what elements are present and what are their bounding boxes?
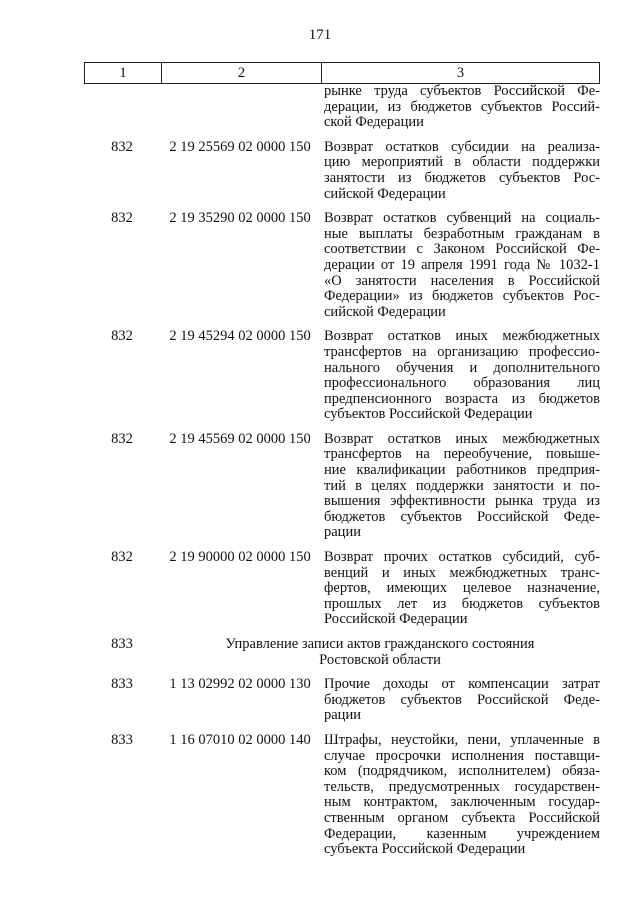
table-row	[84, 637, 600, 668]
admin-code: 833	[111, 636, 133, 652]
revenue-description	[320, 733, 600, 858]
table-row	[84, 329, 600, 423]
description-line: трансфертов на переобучение, повыше-	[324, 446, 600, 463]
description-line: Возврат остатков иных межбюджетных	[324, 328, 600, 345]
header-col-2: 2	[161, 63, 321, 83]
description-line: Возврат остатков иных межбюджетных	[324, 430, 600, 447]
description-line: цию мероприятий в области поддержки	[324, 154, 600, 171]
description-line: вышения эффективности рынка труда из	[324, 493, 600, 510]
description-line: Прочие доходы от компенсации затрат	[324, 676, 600, 693]
description-line: венций и иных межбюджетных транс-	[324, 564, 600, 581]
description-line: бюджетов субъектов Российской Феде-	[324, 508, 600, 525]
description-line: предпенсионного возраста из бюджетов	[324, 390, 600, 407]
description-line: дерации от 19 апреля 1991 года № 1032-1	[324, 256, 600, 273]
table-row	[84, 677, 600, 724]
budget-classification-code: 2 19 25569 02 0000 150	[169, 138, 311, 155]
budget-classification-code	[160, 84, 320, 131]
admin-code: 833	[111, 676, 133, 693]
description-line: ние квалификации работников предприя-	[324, 462, 600, 479]
description-line: ком (подрядчиком, исполнителем) обяза-	[324, 763, 600, 780]
description-line: дерации, из бюджетов субъектов Россий-	[324, 98, 600, 115]
budget-classification-code: 2 19 35290 02 0000 150	[169, 210, 311, 227]
description-line: бюджетов субъектов Российской Феде-	[324, 691, 600, 708]
budget-classification-code: 1 16 07010 02 0000 140	[169, 731, 311, 748]
revenue-description	[320, 432, 600, 541]
table-header	[84, 62, 600, 84]
table-row	[84, 211, 600, 320]
description-line: тельств, предусмотренных государствен-	[324, 778, 600, 795]
revenue-description	[320, 677, 600, 724]
description-line: Штрафы, неустойки, пени, уплаченные в	[324, 731, 600, 748]
revenue-description	[320, 550, 600, 628]
budget-classification-code: 2 19 90000 02 0000 150	[169, 549, 311, 566]
table-row	[84, 84, 600, 131]
description-line: рации	[324, 524, 361, 541]
table-body	[84, 84, 600, 858]
description-line: Федерации» из бюджетов субъектов Рос-	[324, 288, 600, 305]
revenue-description	[320, 140, 600, 202]
description-line: ным контрактом, заключенным государ-	[324, 794, 600, 811]
table-row	[84, 140, 600, 202]
description-line: занятости из бюджетов субъектов Рос-	[324, 169, 600, 186]
page-number: 171	[308, 27, 332, 43]
budget-classification-code: 2 19 45294 02 0000 150	[169, 328, 311, 345]
description-line: сийской Федерации	[324, 185, 446, 202]
description-line: субъекта Российской Федерации	[324, 841, 526, 858]
budget-classification-code: 1 13 02992 02 0000 130	[169, 676, 311, 693]
table-row	[84, 432, 600, 541]
description-line: «О занятости населения в Российской	[324, 272, 600, 289]
description-line: нального обучения и дополнительного	[324, 359, 600, 376]
description-line: Федерации, казенным учреждением	[324, 825, 600, 842]
admin-code: 832	[111, 328, 133, 345]
admin-code: 832	[111, 430, 133, 447]
description-line: Возврат остатков субвенций на социаль-	[324, 210, 600, 227]
section-heading	[160, 637, 600, 668]
description-line: фертов, имеющих целевое назначение,	[324, 580, 600, 597]
table-row	[84, 550, 600, 628]
admin-code: 832	[111, 549, 133, 566]
revenue-description	[320, 211, 600, 320]
revenue-description	[320, 84, 600, 131]
section-heading-line: Ростовской области	[319, 651, 441, 668]
description-line: ской Федерации	[324, 114, 424, 131]
description-line: ственным органом субъекта Российской	[324, 809, 600, 826]
description-line: трансфертов на организацию профессио-	[324, 343, 600, 360]
description-line: соответствии с Законом Российской Фе-	[324, 241, 600, 258]
description-line: Возврат остатков субсидии на реализа-	[324, 138, 600, 155]
admin-code: 832	[111, 138, 133, 155]
revenue-description	[320, 329, 600, 423]
description-line: сийской Федерации	[324, 303, 446, 320]
description-line: профессионального образования лиц	[324, 375, 600, 392]
header-col-3: 3	[321, 63, 599, 83]
description-line: Российской Федерации	[324, 611, 468, 628]
admin-code: 833	[111, 731, 133, 748]
description-line: ные выплаты безработным гражданам в	[324, 225, 600, 242]
description-line: рации	[324, 707, 361, 724]
description-line: прошлых лет из бюджетов субъектов	[324, 595, 600, 612]
budget-classification-code: 2 19 45569 02 0000 150	[169, 430, 311, 447]
section-heading-line: Управление записи актов гражданского состояния	[225, 636, 535, 652]
description-line: рынке труда субъектов Российской Фе-	[324, 83, 600, 99]
header-col-1: 1	[119, 64, 127, 81]
admin-code	[84, 84, 160, 131]
description-line: тий в целях поддержки занятости и по-	[324, 477, 600, 494]
description-line: случае просрочки исполнения поставщи-	[324, 747, 600, 764]
description-line: субъектов Российской Федерации	[324, 406, 533, 423]
description-line: Возврат прочих остатков субсидий, суб-	[324, 549, 600, 566]
table-row	[84, 733, 600, 858]
admin-code: 832	[111, 210, 133, 227]
